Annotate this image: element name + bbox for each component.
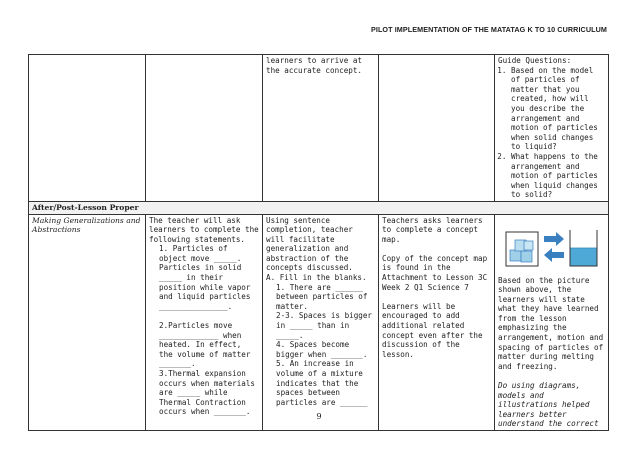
fill-blank-item: 5. An increase in volume of a mixture indicates that the spaces between particles are ______ xyxy=(276,359,368,407)
statement-item: 3.Thermal expansion occurs when materials are _____ while Thermal Contraction occurs when _______. xyxy=(159,369,256,417)
page-number: 9 xyxy=(316,412,322,421)
guide-questions-list xyxy=(498,66,605,200)
sentence-intro: Using sentence completion, teacher will facilitate generalization and abstraction of the concepts discussed. xyxy=(266,215,353,273)
guide-questions-cell xyxy=(495,55,609,202)
fill-blank-item: 2-3. Spaces is bigger in _____ than in _____. xyxy=(276,311,373,340)
guide-question: 2. What happens to the arrangement and motion of particles when liquid changes to solid? xyxy=(511,152,605,200)
table-row xyxy=(29,214,609,431)
statement-item: 2.Particles move _____________ when heated. In effect, the volume of matter _______. xyxy=(159,321,251,369)
left-arrow-icon xyxy=(544,248,564,262)
guide-question: 1. Based on the model of particles of matter that you created, how will you describe the arrangement and motion of particles when solid changes to liquid? xyxy=(511,66,605,152)
continued-text: learners to arrive at the accurate concept. xyxy=(266,56,363,75)
page-header: PILOT IMPLEMENTATION OF THE MATATAG K TO 10 CURRICULUM xyxy=(370,25,607,34)
concept-map-cell xyxy=(379,214,495,431)
picture-text-italic: Do using diagrams, models and illustrations helped learners better understand the correct xyxy=(498,381,599,429)
fill-blank-item: 1. There are ______ between particles of matter. xyxy=(276,282,368,311)
water-beaker-icon xyxy=(570,230,597,266)
section-row xyxy=(29,201,609,214)
statements-list xyxy=(149,321,259,417)
concept-map-text: Learners will be encouraged to add additional related concept even after the discussion of the lesson. xyxy=(382,301,483,359)
statements-list xyxy=(149,244,259,311)
guide-title: Guide Questions: xyxy=(498,56,572,65)
fill-blank-item: 4. Spaces become bigger when _______. xyxy=(276,340,368,359)
table-row xyxy=(29,55,609,202)
statement-item: 1. Particles of object move _____. Particles in solid _____ in their position while vapor and liquid particles _______________. xyxy=(159,244,251,311)
table-cell xyxy=(379,55,495,202)
picture-text: Based on the picture shown above, the learners will state what they have learned from the lesson emphasizing the arrangement, motion and spacing of particles of matter during melting and freezing. xyxy=(498,275,604,371)
ice-cubes-icon xyxy=(506,232,538,266)
row-label: Making Generalizations and Abstractions xyxy=(29,214,146,431)
table-cell xyxy=(263,55,379,202)
section-header: After/Post-Lesson Proper xyxy=(29,201,609,214)
concept-map-text: Teachers asks learners to complete a concept map. xyxy=(382,215,483,244)
concept-map-text: Copy of the concept map is found in the Attachment to Lesson 3C Week 2 Q1 Science 7 xyxy=(382,253,488,292)
right-arrow-icon xyxy=(544,232,564,246)
teacher-intro: The teacher will ask learners to complete the following statements. xyxy=(149,215,259,244)
teacher-statements-cell xyxy=(146,214,263,431)
sentence-completion-cell xyxy=(263,214,379,431)
sentence-part-a: A. Fill in the blanks. xyxy=(266,273,367,283)
lesson-table xyxy=(28,54,609,431)
picture-cell xyxy=(495,214,609,431)
table-cell xyxy=(146,55,263,202)
table-cell xyxy=(29,55,146,202)
melting-freezing-illustration xyxy=(502,220,602,270)
fill-blank-list xyxy=(266,283,375,408)
